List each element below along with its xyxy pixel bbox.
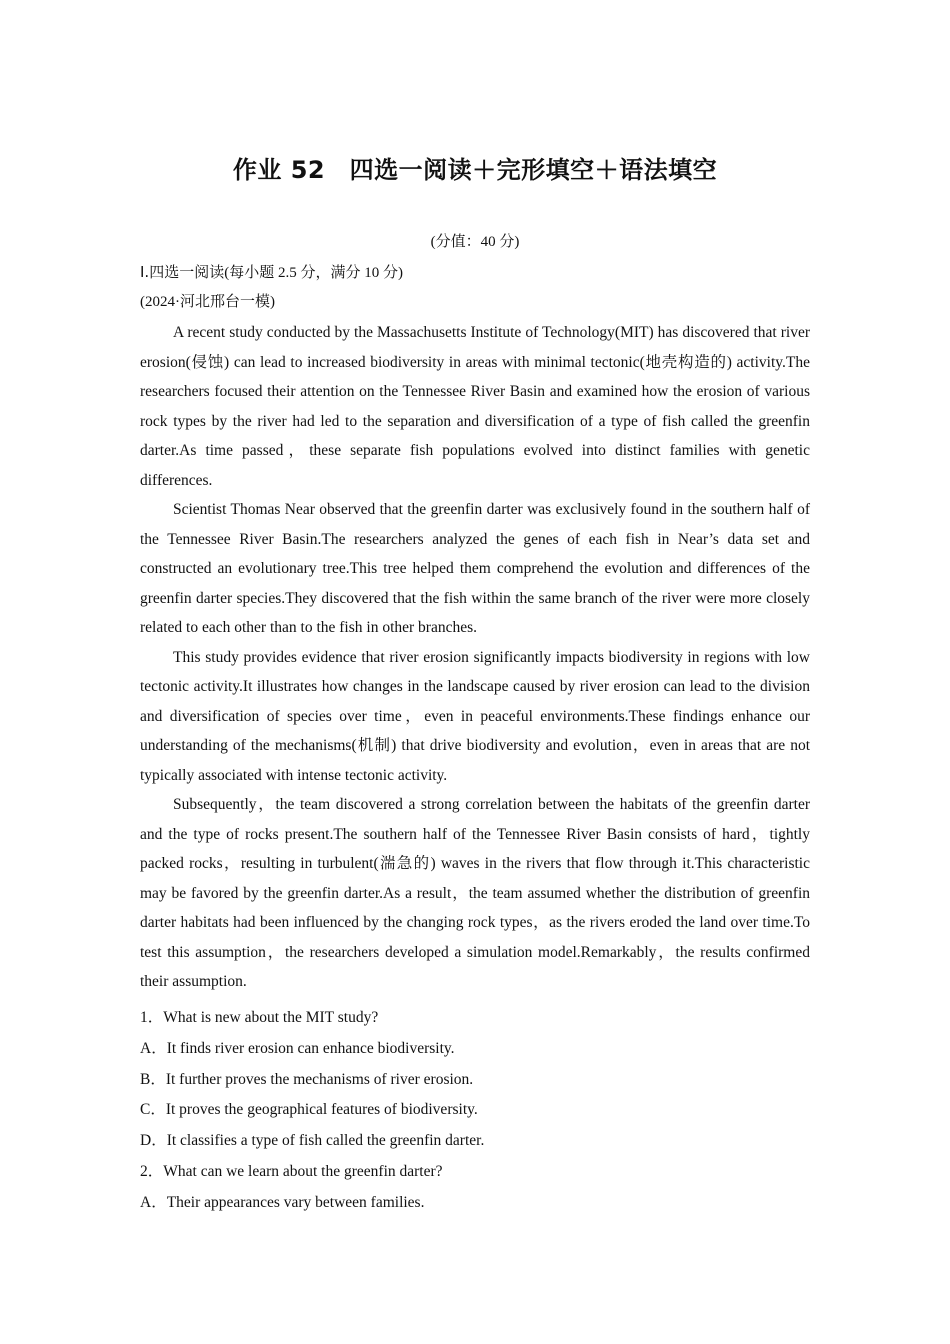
section-heading: [140, 260, 403, 285]
source-line: (2024·河北邢台一模): [140, 294, 275, 310]
section-note: (每小题 2.5 分，满分 10 分): [224, 265, 403, 281]
question-1-option-d: D．It classifies a type of fish called the greenfin darter.: [140, 1132, 485, 1150]
page-title: 作业 52 四选一阅读＋完形填空＋语法填空: [232, 156, 718, 184]
question-2-stem: 2．What can we learn about the greenfin darter?: [140, 1162, 443, 1180]
question-1-stem: 1．What is new about the MIT study?: [140, 1009, 379, 1026]
question-2-option-a: A．Their appearances vary between families.: [140, 1193, 425, 1211]
score-line: (分值：40 分): [430, 234, 520, 250]
reading-passage: [140, 318, 810, 997]
passage-paragraph: Subsequently，the team discovered a strong correlation between the habitats of the greenfin darter and the type of rocks present.The southern half of the Tennessee River Basin consists of hard，tightly packed rocks，resulting in turbulent(湍急的) waves in the rivers that flow through it.This characteristic may be favored by the greenfin darter.As a result，the team assumed whether the distribution of greenfin darter habitats had been influenced by the changing rock types，as the rivers eroded the land over time.To test this assumption，the researchers developed a simulation model.Remarkably，the results confirmed their assumption.: [140, 796, 810, 990]
question-1-option-a: A．It finds river erosion can enhance biodiversity.: [140, 1039, 455, 1057]
question-1-option-b: B．It further proves the mechanisms of river erosion.: [140, 1070, 474, 1088]
question-1-option-c: C．It proves the geographical features of biodiversity.: [140, 1101, 478, 1119]
passage-paragraph: Scientist Thomas Near observed that the greenfin darter was exclusively found in the southern half of the Tennessee River Basin.The researchers analyzed the genes of each fish in Near’s data set and constructed an evolutionary tree.This tree helped them comprehend the evolution and differences of the greenfin darter species.They discovered that the fish within the same branch of the river were more closely related to each other than to the fish in other branches.: [140, 501, 810, 636]
section-label: Ⅰ.四选一阅读: [140, 263, 225, 281]
passage-paragraph: A recent study conducted by the Massachusetts Institute of Technology(MIT) has discovered that river erosion(侵蚀) can lead to increased biodiversity in areas with minimal tectonic(地壳构造的) activity.The researchers focused their attention on the Tennessee River Basin and examined how the erosion of various rock types by the river had led to the separation and diversification of a type of fish called the greenfin darter.As time passed，these separate fish populations evolved into distinct families with genetic differences.: [140, 324, 810, 489]
question-list: [140, 1003, 810, 1219]
passage-paragraph: This study provides evidence that river erosion significantly impacts biodiversity in regions with low tectonic activity.It illustrates how changes in the landscape caused by river erosion can lead to the division and diversification of species over time，even in peaceful environments.These findings enhance our understanding of the mechanisms(机制) that drive biodiversity and evolution，even in areas that are not typically associated with intense tectonic activity.: [140, 648, 810, 784]
